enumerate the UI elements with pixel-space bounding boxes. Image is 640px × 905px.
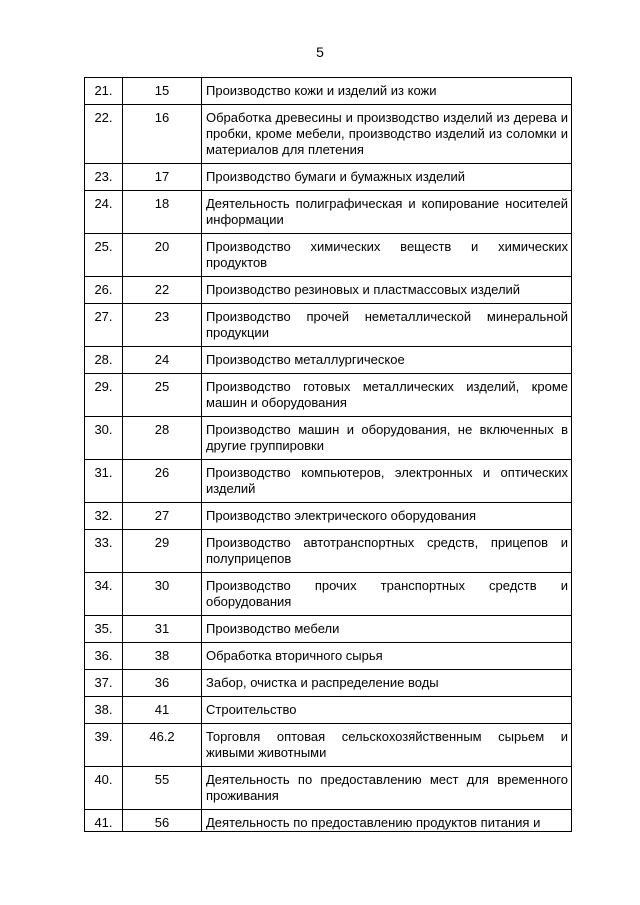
activity-name: Деятельность полиграфическая и копирование носителей информации bbox=[202, 191, 572, 234]
activity-name: Производство прочих транспортных средств и оборудования bbox=[202, 573, 572, 616]
table-row bbox=[85, 304, 572, 347]
row-number: 25. bbox=[85, 234, 123, 277]
activity-name: Производство готовых металлических изделий, кроме машин и оборудования bbox=[202, 374, 572, 417]
activity-name: Производство химических веществ и химических продуктов bbox=[202, 234, 572, 277]
table-row bbox=[85, 503, 572, 530]
activity-name: Торговля оптовая сельскохозяйственным сырьем и живыми животными bbox=[202, 724, 572, 767]
okved-code: 56 bbox=[123, 810, 202, 832]
table-row bbox=[85, 164, 572, 191]
activity-name: Производство прочей неметаллической минеральной продукции bbox=[202, 304, 572, 347]
table-row bbox=[85, 191, 572, 234]
row-number: 23. bbox=[85, 164, 123, 191]
okved-code: 31 bbox=[123, 616, 202, 643]
okved-code: 16 bbox=[123, 105, 202, 164]
table-row bbox=[85, 573, 572, 616]
okved-code: 23 bbox=[123, 304, 202, 347]
okved-code: 27 bbox=[123, 503, 202, 530]
row-number: 21. bbox=[85, 78, 123, 105]
table-row bbox=[85, 347, 572, 374]
activity-name: Производство бумаги и бумажных изделий bbox=[202, 164, 572, 191]
table-row bbox=[85, 530, 572, 573]
okved-code: 20 bbox=[123, 234, 202, 277]
row-number: 34. bbox=[85, 573, 123, 616]
okved-code: 25 bbox=[123, 374, 202, 417]
okved-code: 18 bbox=[123, 191, 202, 234]
table-row bbox=[85, 697, 572, 724]
activity-name: Строительство bbox=[202, 697, 572, 724]
okved-code: 46.2 bbox=[123, 724, 202, 767]
okved-code: 17 bbox=[123, 164, 202, 191]
row-number: 27. bbox=[85, 304, 123, 347]
okved-code: 38 bbox=[123, 643, 202, 670]
row-number: 28. bbox=[85, 347, 123, 374]
table-row bbox=[85, 277, 572, 304]
activity-name: Обработка древесины и производство изделий из дерева и пробки, кроме мебели, производство изделий из соломки и материалов для плетения bbox=[202, 105, 572, 164]
table-row bbox=[85, 670, 572, 697]
okved-table bbox=[84, 77, 572, 832]
okved-code: 41 bbox=[123, 697, 202, 724]
okved-code: 15 bbox=[123, 78, 202, 105]
activity-name: Производство резиновых и пластмассовых изделий bbox=[202, 277, 572, 304]
activity-name: Производство машин и оборудования, не включенных в другие группировки bbox=[202, 417, 572, 460]
row-number: 31. bbox=[85, 460, 123, 503]
table-row bbox=[85, 105, 572, 164]
okved-code: 22 bbox=[123, 277, 202, 304]
row-number: 30. bbox=[85, 417, 123, 460]
table-row bbox=[85, 724, 572, 767]
activity-name: Обработка вторичного сырья bbox=[202, 643, 572, 670]
row-number: 36. bbox=[85, 643, 123, 670]
table-row bbox=[85, 78, 572, 105]
row-number: 40. bbox=[85, 767, 123, 810]
activity-name: Производство компьютеров, электронных и оптических изделий bbox=[202, 460, 572, 503]
row-number: 29. bbox=[85, 374, 123, 417]
row-number: 24. bbox=[85, 191, 123, 234]
activity-name: Забор, очистка и распределение воды bbox=[202, 670, 572, 697]
activity-name: Производство электрического оборудования bbox=[202, 503, 572, 530]
row-number: 35. bbox=[85, 616, 123, 643]
table-row bbox=[85, 810, 572, 832]
table-row bbox=[85, 234, 572, 277]
activity-name: Производство автотранспортных средств, прицепов и полуприцепов bbox=[202, 530, 572, 573]
row-number: 33. bbox=[85, 530, 123, 573]
table-row bbox=[85, 767, 572, 810]
row-number: 41. bbox=[85, 810, 123, 832]
okved-code: 28 bbox=[123, 417, 202, 460]
page-number: 5 bbox=[316, 44, 324, 60]
row-number: 39. bbox=[85, 724, 123, 767]
activity-name: Производство металлургическое bbox=[202, 347, 572, 374]
table-row bbox=[85, 643, 572, 670]
activity-name: Деятельность по предоставлению продуктов питания и bbox=[202, 810, 572, 832]
okved-code: 30 bbox=[123, 573, 202, 616]
activity-name: Деятельность по предоставлению мест для временного проживания bbox=[202, 767, 572, 810]
okved-code: 55 bbox=[123, 767, 202, 810]
activity-name: Производство кожи и изделий из кожи bbox=[202, 78, 572, 105]
table-row bbox=[85, 460, 572, 503]
okved-table-body bbox=[85, 78, 572, 832]
activity-name: Производство мебели bbox=[202, 616, 572, 643]
okved-code: 26 bbox=[123, 460, 202, 503]
okved-code: 36 bbox=[123, 670, 202, 697]
okved-code: 29 bbox=[123, 530, 202, 573]
row-number: 37. bbox=[85, 670, 123, 697]
table-row bbox=[85, 616, 572, 643]
row-number: 32. bbox=[85, 503, 123, 530]
table-row bbox=[85, 374, 572, 417]
table-row bbox=[85, 417, 572, 460]
row-number: 22. bbox=[85, 105, 123, 164]
row-number: 38. bbox=[85, 697, 123, 724]
row-number: 26. bbox=[85, 277, 123, 304]
okved-code: 24 bbox=[123, 347, 202, 374]
